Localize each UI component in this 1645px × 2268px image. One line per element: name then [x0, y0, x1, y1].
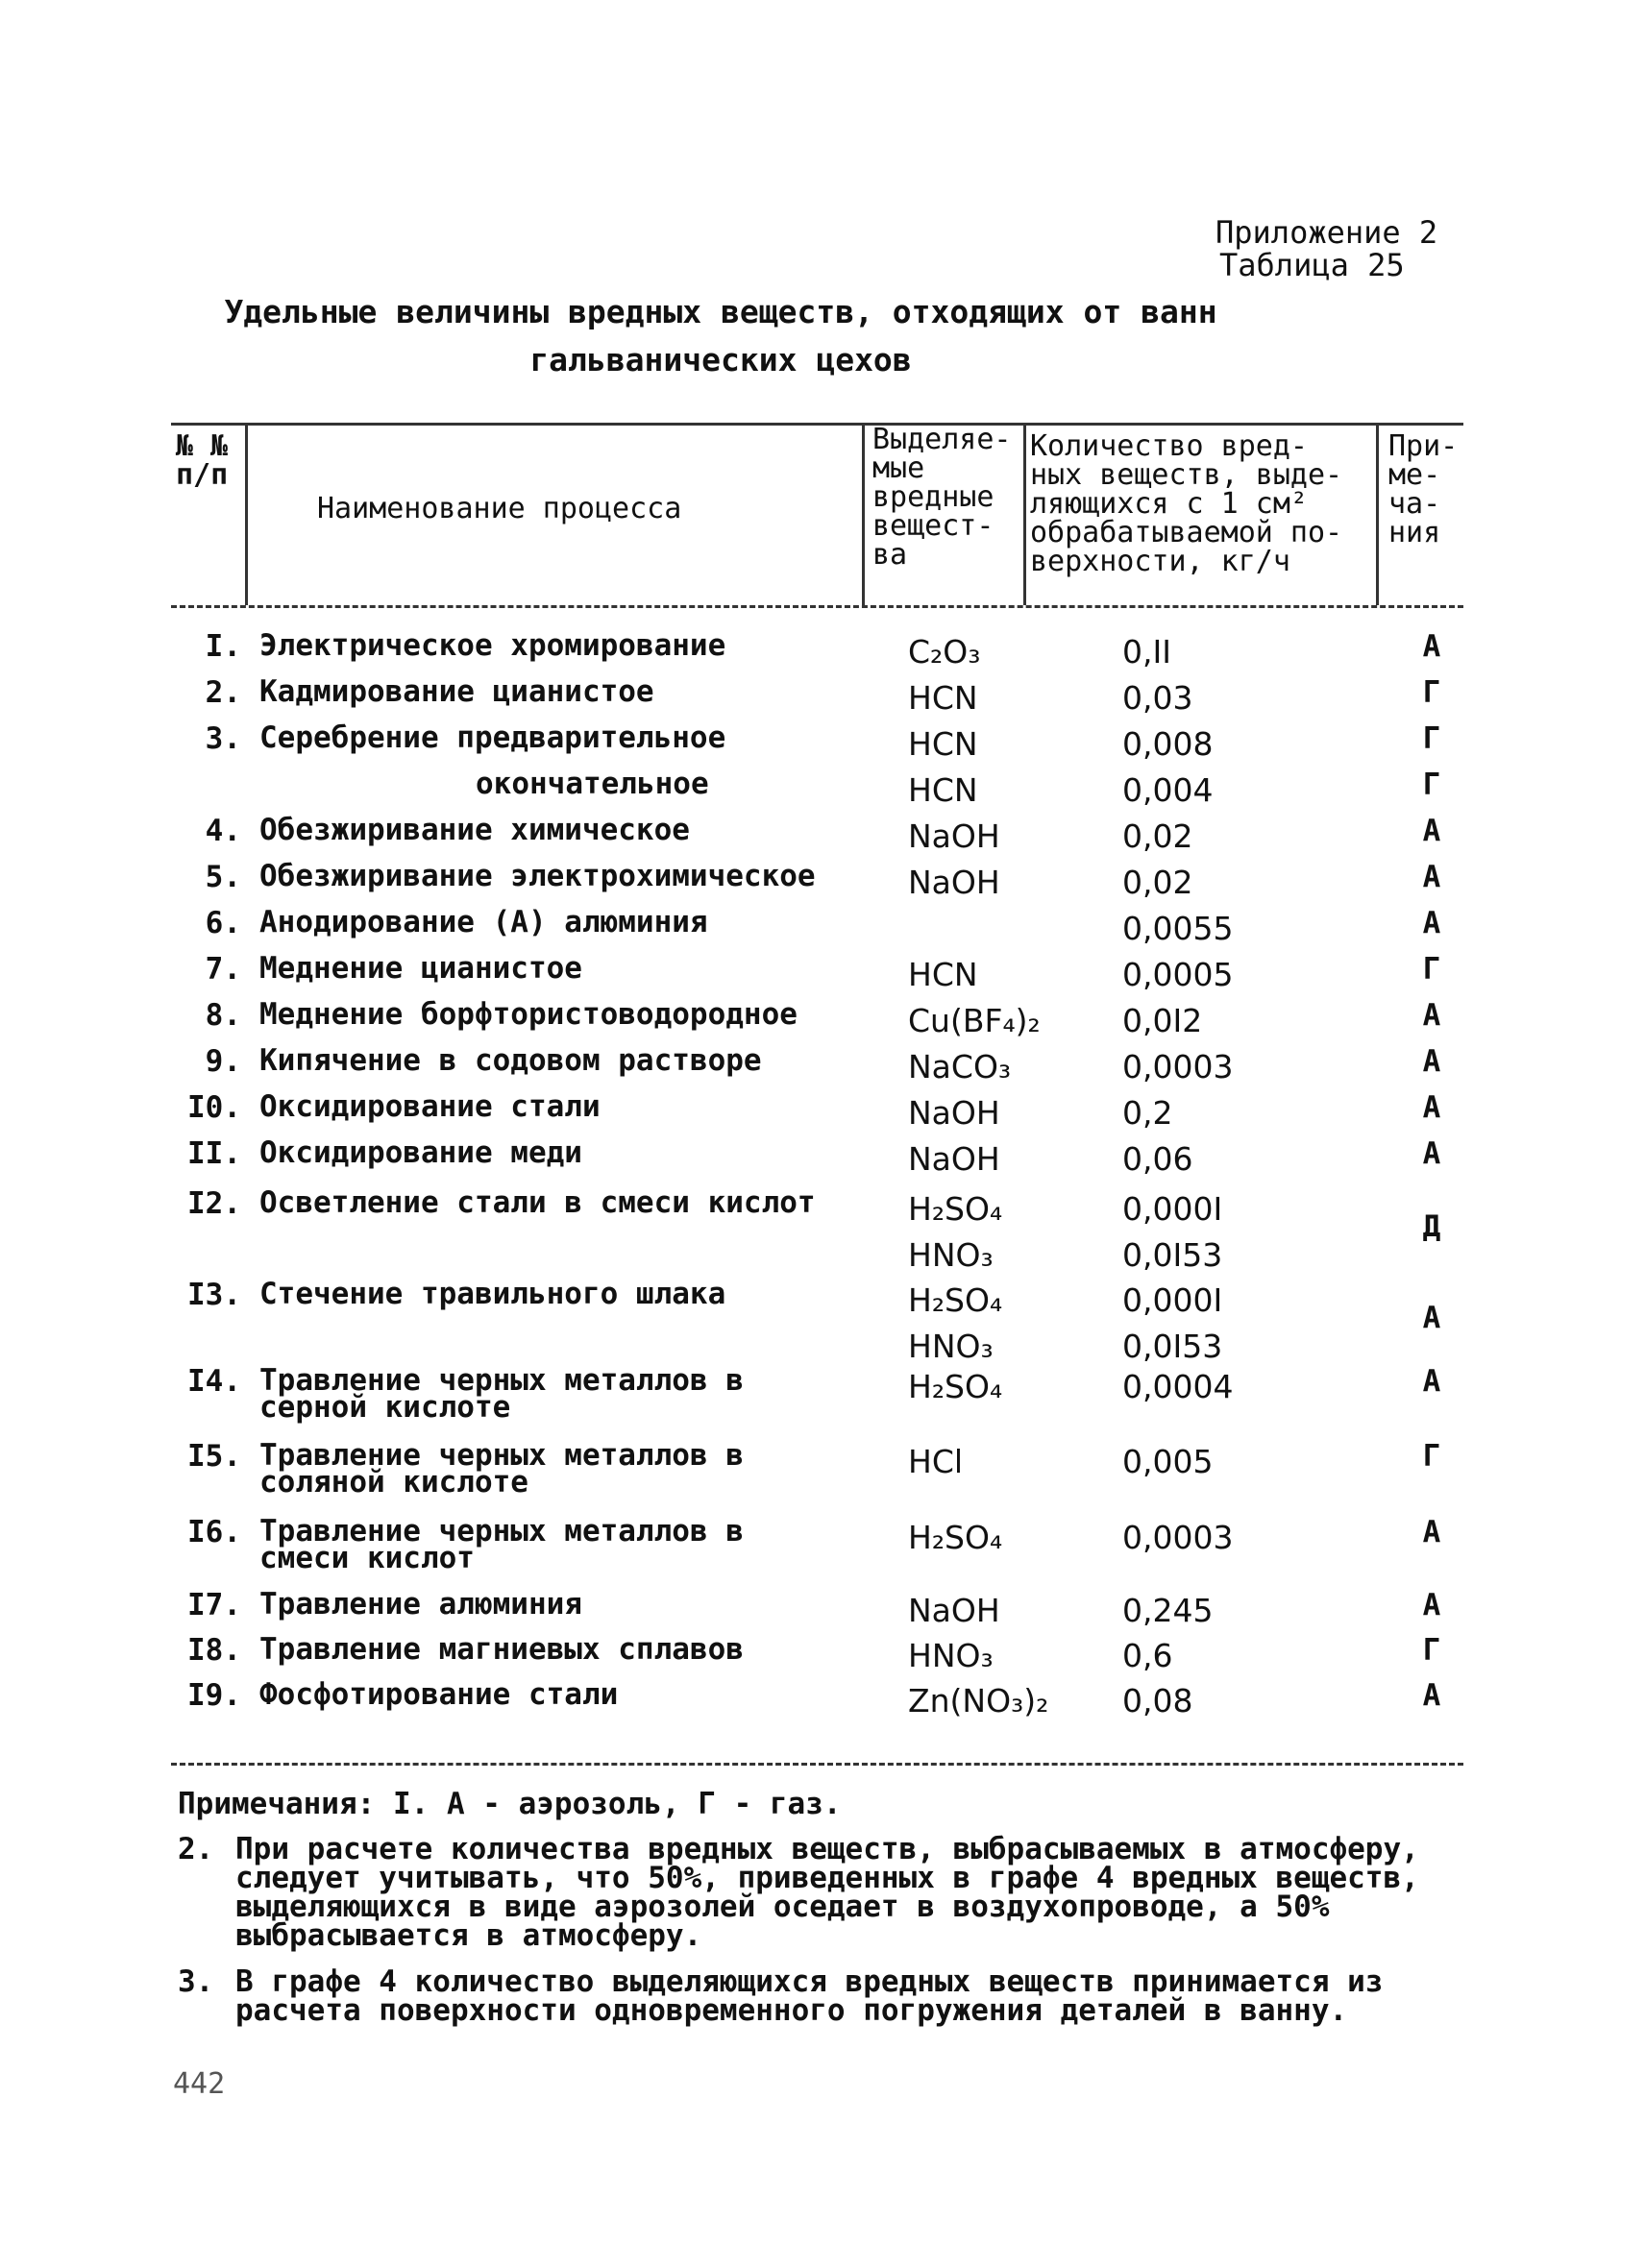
quantity-value-line: 0,03	[1122, 679, 1193, 717]
process-name-line: Серебрение предварительное	[259, 720, 726, 755]
substance-formula	[908, 768, 978, 814]
quantity-value-line: 0,II	[1122, 633, 1171, 671]
header-notes-line: ча-	[1388, 487, 1441, 521]
process-name	[259, 1044, 762, 1077]
quantity-value	[1122, 906, 1233, 952]
process-name-line: Обезжиривание химическое	[259, 813, 690, 847]
process-name	[259, 906, 708, 939]
note-code: А	[1422, 1136, 1441, 1171]
row-number: 7.	[205, 952, 241, 987]
quantity-value-line: 0,0I2	[1122, 1002, 1203, 1039]
quantity-value	[1122, 1136, 1192, 1183]
quantity-value	[1122, 629, 1171, 675]
page-number: 442	[173, 2067, 226, 2101]
row-number: 3.	[205, 721, 241, 756]
substance-formula-line: HNO₃	[908, 1637, 994, 1674]
row-number: I7.	[187, 1588, 241, 1622]
substance-formula-line: HNO₃	[908, 1328, 994, 1365]
process-name-line: Травление черных металлов в	[259, 1514, 744, 1549]
quantity-value	[1122, 1588, 1213, 1634]
header-notes-line: ния	[1388, 516, 1441, 549]
process-name-line: Меднение цианистое	[259, 951, 582, 986]
substance-formula-line: H₂SO₄	[908, 1281, 1003, 1319]
header-process-label: Наименование процесса	[317, 492, 682, 525]
row-number: I9.	[187, 1678, 241, 1713]
quantity-value-line: 0,08	[1122, 1682, 1193, 1719]
row-number: I5.	[187, 1439, 241, 1474]
table-row	[0, 998, 1645, 1044]
table-row	[0, 675, 1645, 721]
substance-formula	[908, 952, 978, 998]
note-code: А	[1422, 629, 1441, 664]
header-quantity-line: верхности, кг/ч	[1030, 545, 1290, 578]
substance-formula-line: NaOH	[908, 817, 1000, 855]
quantity-value-line: 0,000I	[1122, 1190, 1223, 1228]
table-row	[0, 768, 1645, 814]
note-code: А	[1422, 906, 1441, 940]
substance-formula-line: H₂SO₄	[908, 1190, 1003, 1228]
row-number: I.	[205, 629, 241, 664]
header-substances-line: мые	[872, 451, 925, 485]
substance-formula-line: Cu(BF₄)₂	[908, 1002, 1041, 1039]
table-row	[0, 1438, 1645, 1500]
header-quantity	[1030, 429, 1343, 578]
process-name-line: смеси кислот	[259, 1541, 475, 1575]
quantity-value	[1122, 998, 1202, 1044]
substance-formula-line: NaOH	[908, 1094, 1000, 1132]
substance-formula	[908, 1588, 1000, 1634]
col-divider-1	[245, 423, 248, 605]
substance-formula	[908, 998, 1041, 1044]
col-divider-2	[862, 423, 865, 605]
header-substances	[872, 423, 1012, 572]
row-number: 2.	[205, 675, 241, 710]
row-number: 9.	[205, 1044, 241, 1079]
substance-formula	[908, 814, 1000, 860]
quantity-value	[1122, 1633, 1172, 1679]
quantity-value-line: 0,06	[1122, 1140, 1193, 1178]
substance-formula-line: HCN	[908, 725, 978, 763]
quantity-value	[1122, 675, 1192, 721]
note-code: Г	[1422, 768, 1441, 802]
substance-formula	[908, 1439, 963, 1485]
substance-formula-line: H₂SO₄	[908, 1368, 1003, 1405]
process-name	[259, 721, 725, 754]
substance-formula-line: Zn(NO₃)₂	[908, 1682, 1049, 1719]
table-title	[144, 288, 1297, 384]
table-row	[0, 860, 1645, 906]
quantity-value-line: 0,0I53	[1122, 1328, 1223, 1365]
process-name	[259, 860, 816, 892]
quantity-value-line: 0,0055	[1122, 910, 1234, 947]
header-substances-line: ва	[872, 538, 908, 572]
process-name	[259, 1278, 725, 1310]
substance-formula	[908, 1136, 1000, 1183]
header-num	[176, 429, 229, 492]
note-code: А	[1422, 1588, 1441, 1622]
quantity-value-line: 0,004	[1122, 771, 1214, 809]
substance-formula	[908, 1090, 1000, 1136]
process-name	[259, 952, 582, 985]
note-code: Г	[1422, 952, 1441, 987]
substance-formula-line: NaOH	[908, 864, 1000, 901]
row-number: 5.	[205, 860, 241, 894]
note-code: А	[1422, 860, 1441, 894]
table-row	[0, 629, 1645, 675]
process-name-line: Кипячение в содовом растворе	[259, 1043, 762, 1078]
quantity-value	[1122, 860, 1192, 906]
title-line-1: Удельные величины вредных веществ, отходящих от ванн	[224, 293, 1217, 330]
quantity-value-line: 0,000I	[1122, 1281, 1223, 1319]
process-name	[259, 814, 690, 846]
col-divider-4	[1376, 423, 1379, 605]
process-name-line: Меднение борфтористоводородное	[259, 997, 798, 1032]
process-name	[259, 1588, 582, 1621]
table-row	[0, 1514, 1645, 1575]
col-divider-3	[1023, 423, 1026, 605]
quantity-value	[1122, 1186, 1222, 1279]
note-code: Д	[1422, 1209, 1441, 1244]
quantity-value-line: 0,02	[1122, 817, 1193, 855]
note-code: Г	[1422, 721, 1441, 756]
quantity-value-line: 0,0003	[1122, 1048, 1234, 1085]
note-code: А	[1422, 1678, 1441, 1713]
process-name	[259, 998, 798, 1031]
row-number: 6.	[205, 906, 241, 940]
table-row	[0, 1363, 1645, 1425]
quantity-value-line: 0,0004	[1122, 1368, 1234, 1405]
process-name-line: серной кислоте	[259, 1390, 511, 1425]
quantity-value	[1122, 1678, 1192, 1724]
note-code: Г	[1422, 1439, 1441, 1474]
table-row	[0, 721, 1645, 768]
header-notes	[1388, 429, 1459, 549]
process-name-line: Стечение травильного шлака	[259, 1277, 726, 1311]
row-number: 8.	[205, 998, 241, 1033]
substance-formula-line: HCN	[908, 771, 978, 809]
substance-formula	[908, 1044, 1011, 1090]
quantity-value	[1122, 814, 1192, 860]
process-name	[259, 1090, 601, 1123]
table-row	[0, 1090, 1645, 1136]
header-quantity-line: обрабатываемой по-	[1030, 516, 1343, 549]
quantity-value	[1122, 952, 1233, 998]
substance-formula-line: H₂SO₄	[908, 1519, 1003, 1556]
substance-formula-line: NaOH	[908, 1592, 1000, 1629]
appendix-header	[1215, 216, 1437, 281]
process-name	[259, 1678, 618, 1711]
substance-formula	[908, 1278, 1002, 1370]
table-row	[0, 814, 1645, 860]
quantity-value-line: 0,0005	[1122, 956, 1234, 993]
process-name-line: Анодирование (А) алюминия	[259, 905, 708, 939]
table-bottom-rule	[171, 1763, 1463, 1766]
header-substances-line: Выделяе-	[872, 423, 1012, 456]
process-name-line: Обезжиривание электрохимическое	[259, 859, 816, 893]
process-name-line: Травление алюминия	[259, 1587, 582, 1622]
process-name-line: Фосфотирование стали	[259, 1677, 619, 1712]
table-row	[0, 1277, 1645, 1365]
quantity-value	[1122, 1278, 1222, 1370]
substance-formula-line: HCl	[908, 1443, 964, 1480]
substance-formula	[908, 629, 980, 675]
table-label: Таблица 25	[1219, 247, 1405, 283]
process-name-line: окончательное	[476, 767, 709, 801]
quantity-value-line: 0,008	[1122, 725, 1214, 763]
note-code: А	[1422, 814, 1441, 848]
title-line-2: гальванических цехов	[529, 341, 912, 378]
note-code: А	[1422, 1301, 1441, 1335]
header-substances-line: вещест-	[872, 509, 994, 543]
substance-formula	[908, 1364, 1002, 1410]
process-name	[476, 768, 709, 800]
note-code: Г	[1422, 1633, 1441, 1668]
row-number: I3.	[187, 1278, 241, 1312]
substance-formula	[908, 1186, 1002, 1279]
substance-formula	[908, 721, 978, 768]
quantity-value-line: 0,245	[1122, 1592, 1214, 1629]
header-substances-line: вредные	[872, 480, 994, 514]
quantity-value	[1122, 768, 1213, 814]
footnote-2-text: При расчете количества вредных веществ, выбрасываемых в атмосферу, следует учитывать, что 50%, приведенных в графе 4 вредных веществ, выделяющихся в виде аэрозолей оседает в воздухопроводе, а 50% выбрасывается в атмосферу.	[235, 1832, 1419, 1953]
quantity-value	[1122, 1364, 1233, 1410]
header-quantity-line: ляющихся с 1 см²	[1030, 487, 1308, 521]
row-number: 4.	[205, 814, 241, 848]
table-row	[0, 1633, 1645, 1679]
footnote-2-label: 2.	[178, 1832, 214, 1866]
header-quantity-line: Количество вред-	[1030, 429, 1308, 463]
process-name	[259, 675, 654, 708]
process-name-line: Осветление стали в смеси кислот	[259, 1185, 816, 1220]
header-quantity-line: ных веществ, выде-	[1030, 458, 1343, 492]
substance-formula-line: HCN	[908, 956, 978, 993]
quantity-value	[1122, 1090, 1172, 1136]
row-number: I0.	[187, 1090, 241, 1125]
quantity-value-line: 0,2	[1122, 1094, 1173, 1132]
process-name	[259, 1438, 744, 1500]
table-row	[0, 1678, 1645, 1724]
quantity-value-line: 0,6	[1122, 1637, 1173, 1674]
process-name-line: Травление черных металлов в	[259, 1363, 744, 1398]
process-name	[259, 1363, 744, 1425]
row-number: I8.	[187, 1633, 241, 1668]
substance-formula	[908, 1515, 1002, 1561]
quantity-value-line: 0,02	[1122, 864, 1193, 901]
quantity-value	[1122, 721, 1213, 768]
table-row	[0, 906, 1645, 952]
process-name-line: Кадмирование цианистое	[259, 674, 654, 709]
substance-formula-line: C₂O₃	[908, 633, 981, 671]
table-header-rule	[171, 605, 1463, 608]
process-name	[259, 1633, 744, 1666]
note-code: А	[1422, 1515, 1441, 1549]
substance-formula	[908, 1678, 1048, 1724]
table-row	[0, 1185, 1645, 1274]
substance-formula	[908, 860, 1000, 906]
note-code: А	[1422, 1364, 1441, 1399]
table-row	[0, 952, 1645, 998]
row-number: II.	[187, 1136, 241, 1171]
row-number: I4.	[187, 1364, 241, 1399]
table-row	[0, 1044, 1645, 1090]
substance-formula-line: HNO₃	[908, 1236, 994, 1274]
process-name-line: Оксидирование стали	[259, 1089, 601, 1124]
appendix-label: Приложение 2	[1215, 214, 1438, 251]
substance-formula-line: NaCO₃	[908, 1048, 1012, 1085]
table-row	[0, 1588, 1645, 1634]
quantity-value	[1122, 1439, 1213, 1485]
process-name-line: соляной кислоте	[259, 1465, 528, 1500]
note-code: Г	[1422, 675, 1441, 710]
footnote-2	[178, 1832, 1465, 1953]
header-notes-line: ме-	[1388, 458, 1441, 492]
process-name-line: Электрическое хромирование	[259, 628, 726, 663]
substance-formula	[908, 675, 978, 721]
quantity-value	[1122, 1515, 1233, 1561]
process-name	[259, 1186, 816, 1219]
process-name	[259, 1514, 744, 1575]
row-number: I6.	[187, 1515, 241, 1549]
process-name-line: Травление черных металлов в	[259, 1438, 744, 1473]
quantity-value-line: 0,0I53	[1122, 1236, 1223, 1274]
note-code: А	[1422, 998, 1441, 1033]
process-name-line: Травление магниевых сплавов	[259, 1632, 744, 1667]
footnote-3-label: 3.	[178, 1964, 214, 1999]
substance-formula	[908, 1633, 994, 1679]
quantity-value-line: 0,005	[1122, 1443, 1214, 1480]
row-number: I2.	[187, 1186, 241, 1221]
process-name	[259, 1136, 582, 1169]
header-notes-line: При-	[1388, 429, 1459, 463]
quantity-value-line: 0,0003	[1122, 1519, 1234, 1556]
header-process	[317, 492, 682, 525]
footnote-3	[178, 1964, 1465, 2028]
substance-formula-line: NaOH	[908, 1140, 1000, 1178]
footnote-1: Примечания: I. А - аэрозоль, Г - газ.	[178, 1787, 842, 1821]
header-num-line: п/п	[176, 458, 229, 492]
footnote-3-text: В графе 4 количество выделяющихся вредных веществ принимается из расчета поверхности одновременного погружения деталей в ванну.	[235, 1964, 1384, 2028]
substance-formula-line: HCN	[908, 679, 978, 717]
header-num-line: № №	[176, 429, 229, 463]
process-name	[259, 629, 725, 662]
table-row	[0, 1136, 1645, 1183]
quantity-value	[1122, 1044, 1233, 1090]
table-top-rule	[171, 423, 1463, 426]
note-code: А	[1422, 1090, 1441, 1125]
note-code: А	[1422, 1044, 1441, 1079]
process-name-line: Оксидирование меди	[259, 1135, 582, 1170]
